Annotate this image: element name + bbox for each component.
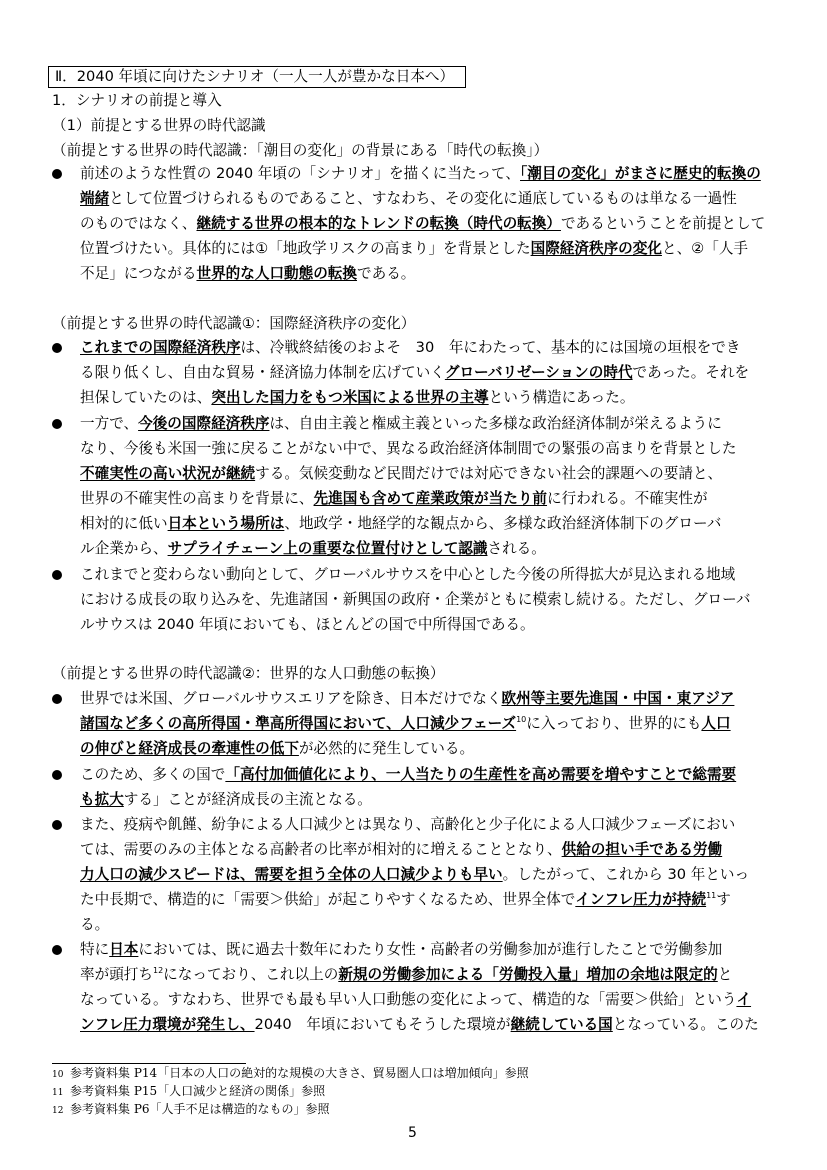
paragraph-line: 前述のような性質の 2040 年頃の「シナリオ」を描くに当たって、「潮目の変化」がまさに歴史的転換の xyxy=(80,165,761,182)
paragraph-line: 特に日本においては、既に過去十数年にわたり女性・高齢者の労働参加が進行したことで労働参加 xyxy=(80,941,723,958)
context-heading-1: （前提とする世界の時代認識①：国際経済秩序の変化） xyxy=(52,315,416,332)
paragraph-line: 力人口の減少スピードは、需要を担う全体の人口減少よりも早い。したがって、これから 30 年といっ xyxy=(80,866,750,883)
paragraph-line: 相対的に低い日本という場所は、地政学・地経学的な観点から、多様な政治経済体制下のグローバ xyxy=(80,515,722,532)
paragraph-line: る。 xyxy=(80,916,110,933)
context-heading: （前提とする世界の時代認識：「潮目の変化」の背景にある「時代の転換」） xyxy=(52,142,549,159)
paragraph-line: 一方で、今後の国際経済秩序は、自由主義と権威主義といった多様な政治経済体制が栄えるように xyxy=(80,415,722,432)
paragraph-line: これまでの国際経済秩序は、冷戦終結後のおよそ 30 年にわたって、基本的には国境の垣根をでき xyxy=(80,339,741,356)
paragraph-line: 不足」につながる世界的な人口動態の転換である。 xyxy=(80,265,416,282)
footnote-separator xyxy=(52,1063,246,1064)
footnote-ref: 10 xyxy=(516,715,527,725)
paragraph-line: ては、需要のみの主体となる高齢者の比率が相対的に増えることとなり、供給の担い手である労働 xyxy=(80,841,723,858)
footnote: 10 参考資料集 P14「日本の人口の絶対的な規模の大きさ、貿易圏人口は増加傾向」参照 xyxy=(52,1066,529,1080)
paragraph-line: 率が頭打ち$^{12}$になっており、これ以上の新規の労働参加による「労働投入量」増加の余地は限定的と xyxy=(80,966,733,983)
footnote: 11 参考資料集 P15「人口減少と経済の関係」参照 xyxy=(52,1084,326,1098)
paragraph-line: 位置づけたい。具体的には①「地政学リスクの高まり」を背景とした国際経済秩序の変化と、②「人手 xyxy=(80,240,749,257)
context-heading-2: （前提とする世界の時代認識②：世界的な人口動態の転換） xyxy=(52,665,445,682)
footnote: 12 参考資料集 P6「人手不足は構造的なもの」参照 xyxy=(52,1102,330,1116)
bullet-icon xyxy=(52,169,62,179)
paragraph-line: 不確実性の高い状況が継続する。気候変動など民間だけでは対応できない社会的課題への要請と、 xyxy=(80,465,723,482)
paragraph-line: なっている。すなわち、世界でも最も早い人口動態の変化によって、構造的な「需要＞供給」というイ xyxy=(80,991,752,1008)
bullet-icon xyxy=(52,419,62,429)
paragraph-line: これまでと変わらない動向として、グローバルサウスを中心とした今後の所得拡大が見込まれる地域 xyxy=(80,566,736,583)
paragraph-line: も拡大する」ことが経済成長の主流となる。 xyxy=(80,791,372,808)
paragraph-line: 担保していたのは、突出した国力をもつ米国による世界の主導という構造にあった。 xyxy=(80,389,635,406)
paragraph-line: ルサウスは 2040 年頃においても、ほとんどの国で中所得国である。 xyxy=(80,616,535,633)
footnote-ref: 11 xyxy=(706,891,717,901)
paragraph-line: における成長の取り込みを、先進諸国・新興国の政府・企業がともに模索し続ける。ただし、グローバ xyxy=(80,591,751,608)
bullet-icon xyxy=(52,694,62,704)
paragraph-line: 世界では米国、グローバルサウスエリアを除き、日本だけでなく欧州等主要先進国・中国・東アジア xyxy=(80,690,735,707)
bullet-icon xyxy=(52,770,62,780)
page-number: 5 xyxy=(408,1125,417,1141)
paragraph-line: ル企業から、サプライチェーン上の重要な位置付けとして認識される。 xyxy=(80,540,546,557)
bullet-icon xyxy=(52,820,62,830)
bullet-icon xyxy=(52,945,62,955)
bullet-icon xyxy=(52,343,62,353)
paragraph-line: のものではなく、継続する世界の根本的なトレンドの転換（時代の転換）であるということを前提として xyxy=(80,215,766,232)
paragraph-line: なり、今後も米国一強に戻ることがない中で、異なる政治経済体制間での緊張の高まりを背景とした xyxy=(80,440,737,457)
chapter-title-box xyxy=(48,66,466,88)
paragraph-line: 世界の不確実性の高まりを背景に、先進国も含めて産業政策が当たり前に行われる。不確実性が xyxy=(80,490,708,507)
subsection-heading: （1）前提とする世界の時代認識 xyxy=(52,117,266,134)
paragraph-line: このため、多くの国で「高付加価値化により、一人当たりの生産性を高め需要を増やすことで総需要 xyxy=(80,766,737,783)
paragraph-line: る限り低くし、自由な貿易・経済協力体制を広げていくグローバリゼーションの時代であった。それを xyxy=(80,364,750,381)
paragraph-line: た中長期で、構造的に「需要＞供給」が起こりやすくなるため、世界全体でインフレ圧力が持続$^{11}$す xyxy=(80,891,731,908)
section-heading: 1．シナリオの前提と導入 xyxy=(52,92,222,109)
paragraph-line: ンフレ圧力環境が発生し、2040 年頃においてもそうした環境が継続している国となっている。このた xyxy=(80,1016,759,1033)
footnote-ref: 12 xyxy=(152,966,164,976)
chapter-title: Ⅱ．2040 年頃に向けたシナリオ（一人一人が豊かな日本へ） xyxy=(55,68,455,85)
paragraph-line: また、疫病や飢饉、紛争による人口減少とは異なり、高齢化と少子化による人口減少フェーズにおい xyxy=(80,816,736,833)
bullet-icon xyxy=(52,570,62,580)
paragraph-line: 端緒として位置づけられるものであること、すなわち、その変化に通底しているものは単なる一過性 xyxy=(80,190,737,207)
paragraph-line: の伸びと経済成長の牽連性の低下が必然的に発生している。 xyxy=(80,740,475,757)
paragraph-line: 諸国など多くの高所得国・準高所得国において、人口減少フェーズ$^{10}$に入っており、世界的にも人口 xyxy=(80,715,731,732)
